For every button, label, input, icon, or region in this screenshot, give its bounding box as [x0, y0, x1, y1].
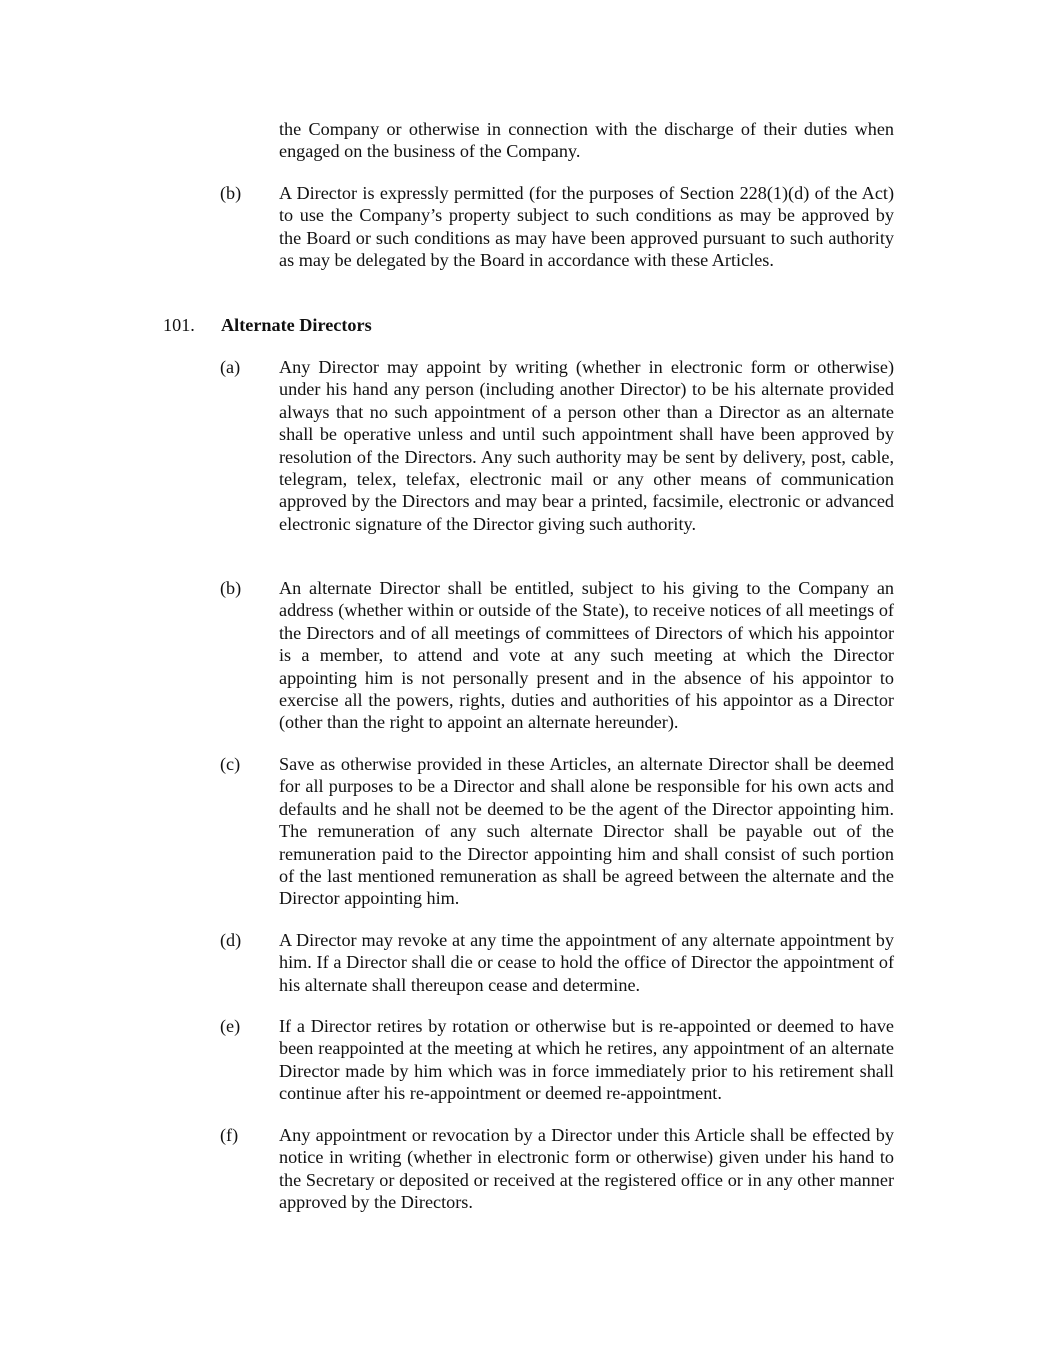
article-number: 101. [163, 315, 195, 335]
item-label-d: (d) [220, 930, 242, 950]
paragraph-a: Any Director may appoint by writing (whether in electronic form or otherwise) under his hand any person (including another Director) to be his alternate provided always that no such appointment of a person other than a Director as an alternate shall be operative unless and until such appointment shall have been approved by resolution of the Directors. Any such authority may be sent by delivery, post, cable, telegram, telex, telefax, electronic mail or any other means of communication approved by the Directors and may bear a printed, facsimile, electronic or advanced electronic signature of the Director giving such authority. [279, 357, 894, 534]
item-label-prior-b: (b) [220, 183, 242, 203]
item-label-e: (e) [220, 1016, 241, 1036]
paragraph-d: A Director may revoke at any time the appointment of any alternate appointment by him. If a Director shall die or cease to hold the office of Director the appointment of his alternate shall thereupon cease and determine. [279, 930, 894, 995]
item-label-f: (f) [220, 1125, 239, 1145]
article-heading: Alternate Directors [221, 315, 372, 335]
continuation-paragraph: the Company or otherwise in connection with the discharge of their duties when engaged on the business of the Company. [279, 119, 894, 162]
paragraph-b: An alternate Director shall be entitled, subject to his giving to the Company an address (whether within or outside of the State), to receive notices of all meetings of the Directors and of all meetings of committees of Directors of which his appointor is a member, to attend and vote at any such meeting at which the Director appointing him is not personally present and in the absence of his appointor to exercise all the powers, rights, duties and authorities of his appointor as a Director (other than the right to appoint an alternate hereunder). [279, 578, 894, 733]
item-label-a: (a) [220, 357, 241, 377]
paragraph-c: Save as otherwise provided in these Articles, an alternate Director shall be deemed for all purposes to be a Director and shall alone be responsible for his own acts and defaults and he shall not be deemed to be the agent of the Director appointing him. The remuneration of any such alternate Director shall be payable out of the remuneration paid to the Director appointing him and shall consist of such portion of the last mentioned remuneration as shall be agreed between the alternate and the Director appointing him. [279, 754, 894, 909]
paragraph-f: Any appointment or revocation by a Director under this Article shall be effected by notice in writing (whether in electronic form or otherwise) given under his hand to the Secretary or deposited or received at the registered office or in any other manner approved by the Directors. [279, 1125, 894, 1213]
item-label-b: (b) [220, 578, 242, 598]
paragraph-prior-b: A Director is expressly permitted (for the purposes of Section 228(1)(d) of the Act) to use the Company’s property subject to such conditions as may be approved by the Board or such conditions as may have been approved pursuant to such authority as may be delegated by the Board in accordance with these Articles. [279, 183, 894, 271]
item-label-c: (c) [220, 754, 241, 774]
paragraph-e: If a Director retires by rotation or otherwise but is re-appointed or deemed to have been reappointed at the meeting at which he retires, any appointment of an alternate Director made by him which was in force immediately prior to his retirement shall continue after his re-appointment or deemed re-appointment. [279, 1016, 894, 1104]
